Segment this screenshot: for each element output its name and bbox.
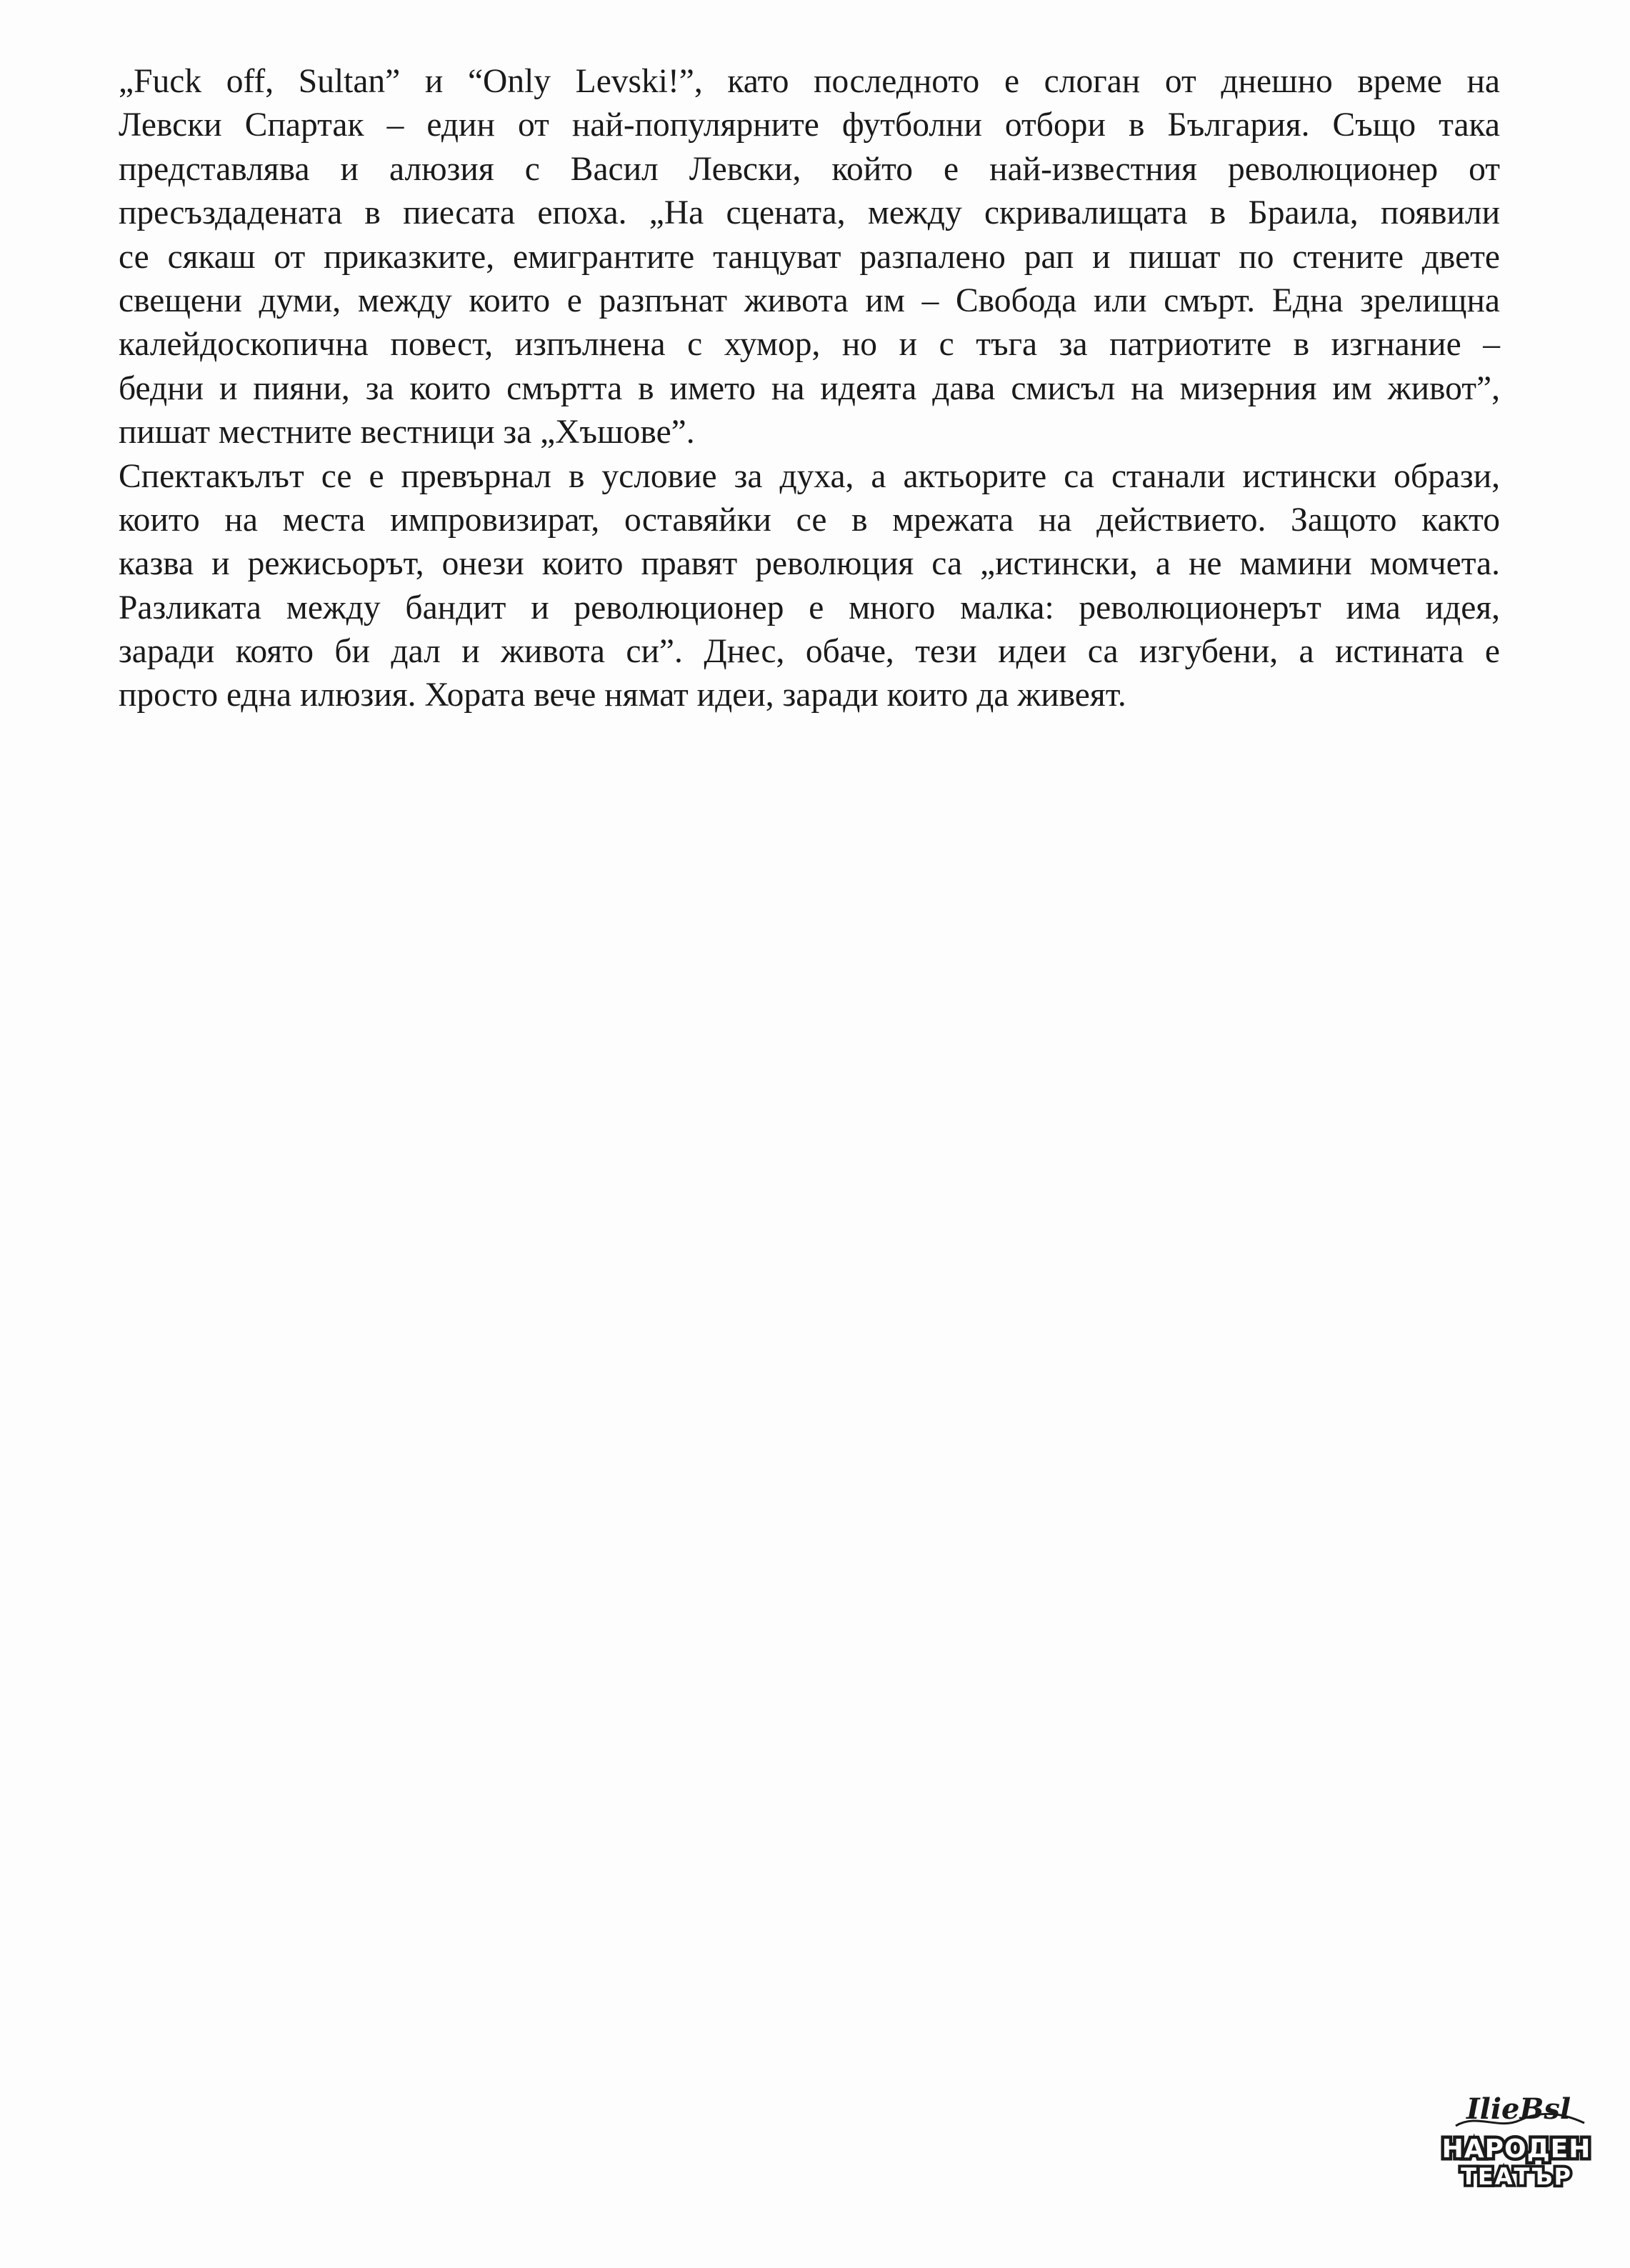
- text-line: Спектакълът се е превърнал в условие за духа, а актьорите са станали истински образи,: [119, 457, 1500, 495]
- text-line: пишат местните вестници за „Хъшове”.: [119, 414, 695, 451]
- text-line: Разликата между бандит и революционер е много малка: революционерът има идея,: [119, 589, 1500, 626]
- text-line: се сякаш от приказките, емигрантите танцуват разпалено рап и пишат по стените двете: [119, 238, 1500, 276]
- text-line: калейдоскопична повест, изпълнена с хумор, но и с тъга за патриотите в изгнание –: [119, 326, 1500, 364]
- text-line: казва и режисьорът, онези които правят революция са „истински, а не мамини момчета.: [119, 545, 1500, 583]
- text-line: просто една илюзия. Хората вече нямат идеи, заради които да живеят.: [119, 676, 1126, 714]
- logo-signature: IlieBsl: [1466, 2092, 1571, 2126]
- text-line: „Fuck off, Sultan” и “Only Levski!”, като последното е слоган от днешно време на: [119, 63, 1500, 100]
- text-line: пресъздадената в пиесата епоха. „На сцената, между скривалищата в Браила, появили: [119, 194, 1500, 232]
- logo-line-1: НАРОДЕН: [1441, 2134, 1591, 2164]
- logo-line-2: ТЕАТЪР: [1461, 2163, 1572, 2190]
- national-theatre-logo: [1434, 2092, 1599, 2199]
- text-line: представлява и алюзия с Васил Левски, който е най-известния революционер от: [119, 150, 1500, 188]
- text-line: бедни и пияни, за които смъртта в името на идеята дава смисъл на мизерния им живот”,: [119, 369, 1500, 407]
- text-line: които на места импровизират, оставяйки се в мрежата на действието. Защото както: [119, 501, 1500, 539]
- text-line: свещени думи, между които е разпънат живота им – Свобода или смърт. Една зрелищна: [119, 281, 1500, 319]
- article-text: [119, 60, 1500, 718]
- text-line: Левски Спартак – един от най-популярните футболни отбори в България. Също така: [119, 106, 1500, 144]
- text-line: заради която би дал и живота си”. Днес, обаче, тези идеи са изгубени, а истината е: [119, 633, 1500, 671]
